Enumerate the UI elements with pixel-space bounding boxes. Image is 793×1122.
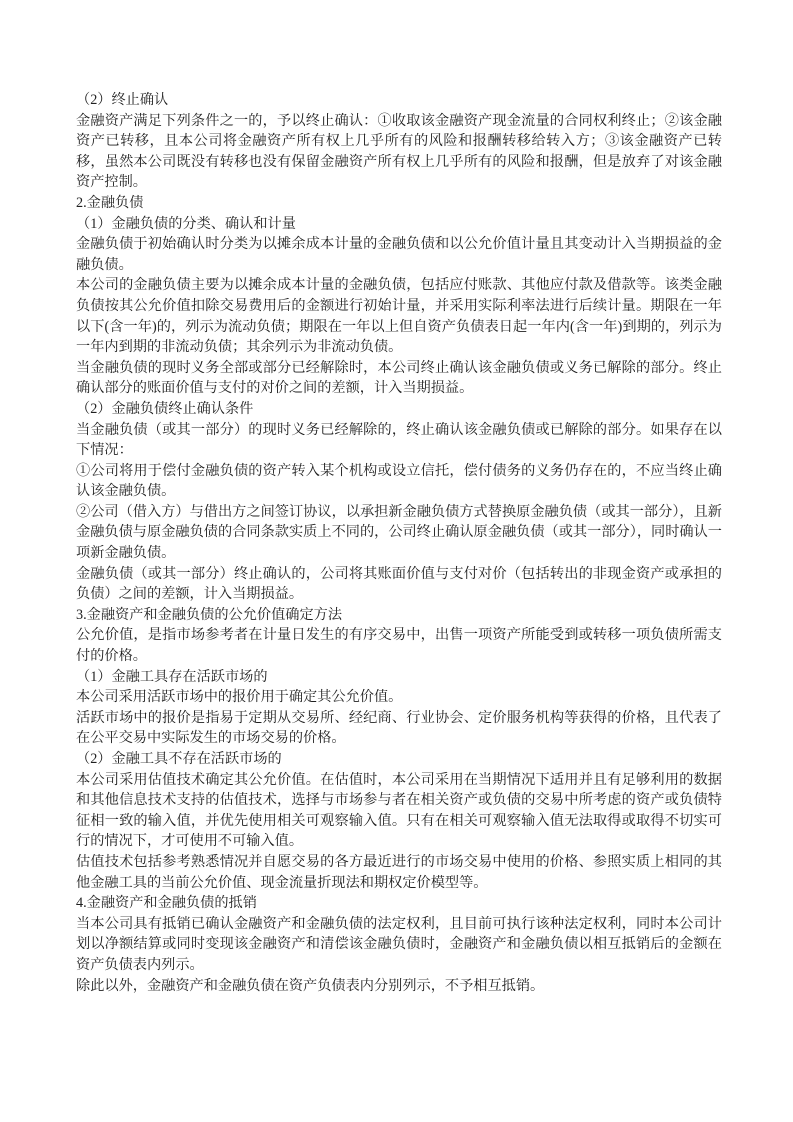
body-paragraph: 本公司采用估值技术确定其公允价值。在估值时，本公司采用在当期情况下适用并且有足够利用的数据和其他信息技术支持的估值技术，选择与市场参与者在相关资产或负债的交易中所考虑的资产或负债特征相一致的输入值，并优先使用相关可观察输入值。只有在相关可观察输入值无法取得或取得不切实可行的情况下，才可使用不可输入值。: [76, 771, 722, 850]
document-text-body: [76, 90, 722, 996]
body-paragraph: 本公司采用活跃市场中的报价用于确定其公允价值。: [76, 689, 403, 706]
section-heading: 2.金融负债: [76, 194, 144, 211]
section-heading: 3.金融资产和金融负债的公允价值确定方法: [76, 606, 343, 623]
section-heading: 4.金融资产和金融负债的抵销: [76, 895, 257, 912]
section-heading: （1）金融工具存在活跃市场的: [76, 668, 268, 685]
body-paragraph: 当金融负债（或其一部分）的现时义务已经解除的，终止确认该金融负债或已解除的部分。如果存在以下情况：: [76, 421, 722, 459]
section-heading: （2）金融负债终止确认条件: [76, 400, 254, 417]
body-paragraph: 当金融负债的现时义务全部或部分已经解除时，本公司终止确认该金融负债或义务已解除的部分。终止确认部分的账面价值与支付的对价之间的差额，计入当期损益。: [76, 359, 722, 397]
section-heading: （2）终止确认: [76, 92, 169, 108]
body-paragraph: 除此以外，金融资产和金融负债在资产负债表内分别列示，不予相互抵销。: [76, 977, 545, 994]
body-paragraph: 活跃市场中的报价是指易于定期从交易所、经纪商、行业协会、定价服务机构等获得的价格，且代表了在公平交易中实际发生的市场交易的价格。: [76, 709, 722, 747]
body-paragraph: 估值技术包括参考熟悉情况并自愿交易的各方最近进行的市场交易中使用的价格、参照实质上相同的其他金融工具的当前公允价值、现金流量折现法和期权定价模型等。: [76, 853, 722, 891]
body-paragraph: ②公司（借入方）与借出方之间签订协议，以承担新金融负债方式替换原金融负债（或其一部分），且新金融负债与原金融负债的合同条款实质上不同的，公司终止确认原金融负债（或其一部分），同时确认一项新金融负债。: [76, 503, 722, 562]
body-paragraph: 当本公司具有抵销已确认金融资产和金融负债的法定权利，且目前可执行该种法定权利，同时本公司计划以净额结算或同时变现该金融资产和清偿该金融负债时，金融资产和金融负债以相互抵销后的金额在资产负债表内列示。: [76, 915, 722, 973]
body-paragraph: 公允价值，是指市场参考者在计量日发生的有序交易中，出售一项资产所能受到或转移一项负债所需支付的价格。: [76, 627, 722, 665]
body-paragraph: 金融资产满足下列条件之一的，予以终止确认：①收取该金融资产现金流量的合同权利终止；②该金融资产已转移，且本公司将金融资产所有权上几乎所有的风险和报酬转移给转入方；③该金融资产已转移，虽然本公司既没有转移也没有保留金融资产所有权上几乎所有的风险和报酬，但是放弃了对该金融资产控制。: [76, 112, 722, 191]
section-heading: （1）金融负债的分类、确认和计量: [76, 215, 296, 232]
body-paragraph: 本公司的金融负债主要为以摊余成本计量的金融负债，包括应付账款、其他应付款及借款等。该类金融负债按其公允价值扣除交易费用后的金额进行初始计量，并采用实际利率法进行后续计量。期限在一年以下(含一年)的，列示为流动负债；期限在一年以上但自资产负债表日起一年内(含一年)到期的，列示为一年内到期的非流动负债；其余列示为非流动负债。: [76, 277, 722, 356]
section-heading: （2）金融工具不存在活跃市场的: [76, 751, 282, 767]
body-paragraph: 金融负债于初始确认时分类为以摊余成本计量的金融负债和以公允价值计量且其变动计入当期损益的金融负债。: [76, 236, 722, 273]
body-paragraph: 金融负债（或其一部分）终止确认的，公司将其账面价值与支付对价（包括转出的非现金资产或承担的负债）之间的差额，计入当期损益。: [76, 565, 722, 603]
body-paragraph: ①公司将用于偿付金融负债的资产转入某个机构或设立信托，偿付债务的义务仍存在的，不应当终止确认该金融负债。: [76, 462, 722, 500]
